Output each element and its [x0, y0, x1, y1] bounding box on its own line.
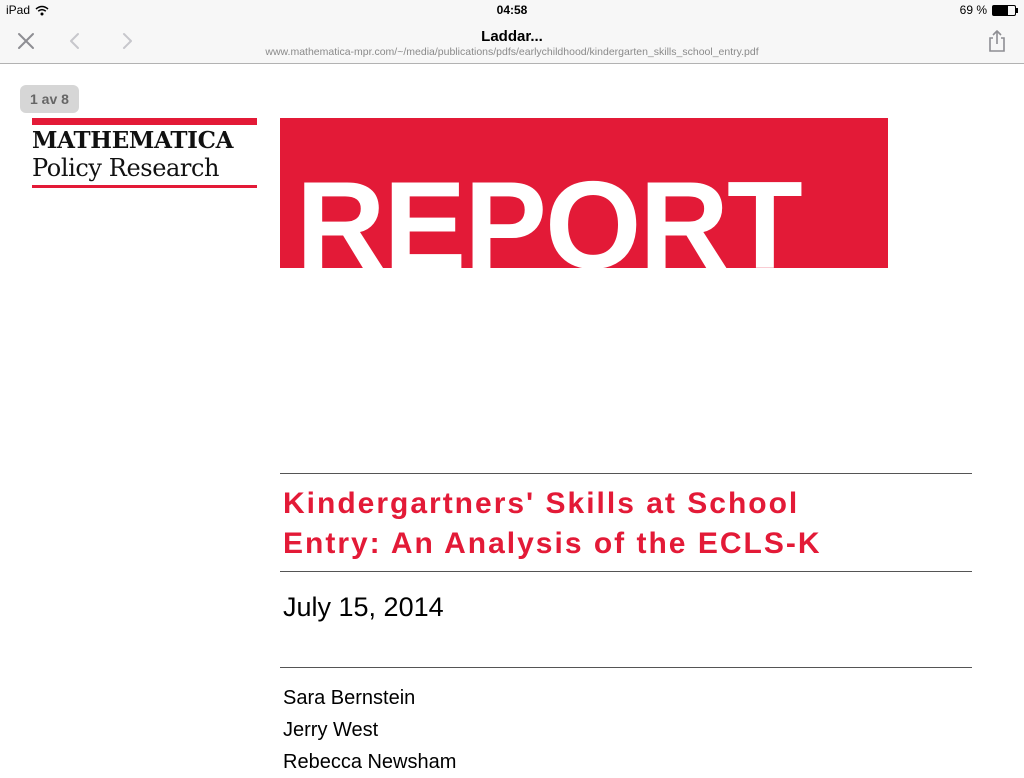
logo-bottom-rule: [32, 185, 257, 188]
page-indicator: 1 av 8: [20, 85, 79, 113]
document-title: [283, 484, 973, 564]
logo-subtitle: Policy Research: [32, 154, 220, 182]
share-button[interactable]: [984, 28, 1010, 54]
document-date: July 15, 2014: [283, 592, 444, 622]
battery-icon: [992, 5, 1016, 16]
logo-wordmark: MATHEMATICA: [32, 127, 234, 154]
author-list: [283, 682, 456, 778]
report-banner: [280, 118, 888, 268]
author-name: Rebecca Newsham: [283, 751, 457, 773]
divider-middle: [280, 571, 972, 572]
status-right: [960, 3, 1016, 17]
logo-top-rule: [32, 118, 257, 125]
device-name: iPad: [6, 3, 31, 17]
mathematica-logo: [32, 118, 257, 188]
author-name: Jerry West: [283, 719, 379, 741]
author-name: Sara Bernstein: [283, 687, 416, 709]
battery-level: [993, 6, 1008, 15]
status-bar: [0, 0, 1024, 20]
clock: 04:58: [496, 3, 528, 17]
report-word: REPORT: [296, 157, 801, 268]
battery-percent: 69 %: [959, 3, 987, 17]
divider-top: [280, 473, 972, 474]
title-line-1: Kindergartners' Skills at School: [283, 487, 800, 520]
divider-bottom: [280, 667, 972, 668]
title-line-2: Entry: An Analysis of the ECLS-K: [283, 527, 822, 560]
page-title: Laddar...: [481, 28, 543, 45]
url-text[interactable]: www.mathematica-mpr.com/~/media/publications/pdfs/earlychildhood/kindergarten_skills_school_entry.pdf: [265, 46, 759, 58]
nav-bar: [0, 20, 1024, 64]
share-icon: [986, 29, 1008, 53]
